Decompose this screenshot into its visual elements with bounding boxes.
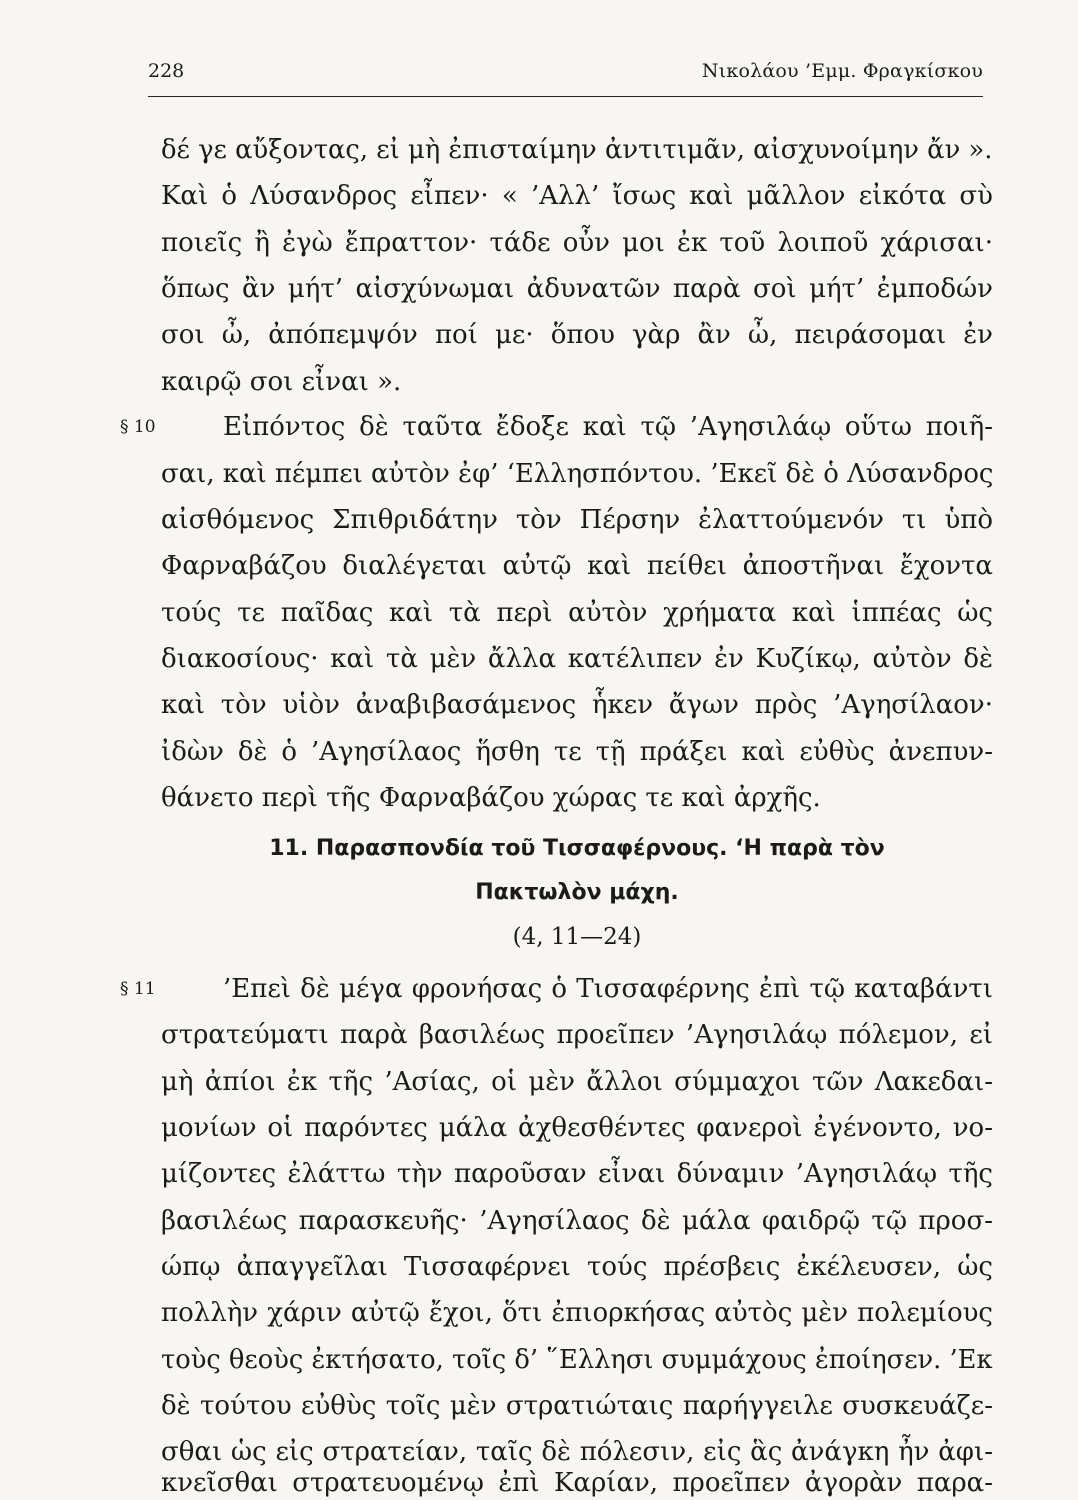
running-head: Νικολάου ’Εμμ. Φραγκίσκου [701, 60, 983, 82]
text-line: τοὺς θεοὺς ἐκτήσατο, τοῖς δ’ ῞Ελλησι συμμάχους ἐποίησεν. ’Εκ [161, 1345, 993, 1375]
text-line: σθαι ὡς εἰς στρατείαν, ταῖς δὲ πόλεσιν, εἰς ἃς ἀνάγκη ἦν ἀφι- [161, 1437, 993, 1467]
text-line: κνεῖσθαι στρατευομένῳ ἐπὶ Καρίαν, προεῖπεν ἀγορὰν παρα- [161, 1468, 993, 1498]
page-header [148, 56, 983, 97]
text-line: ποιεῖς ἢ ἐγὼ ἔπραττον· τάδε οὖν μοι ἐκ τοῦ λοιποῦ χάρισαι· [161, 228, 993, 258]
text-line: διακοσίους· καὶ τὰ μὲν ἄλλα κατέλιπεν ἐν Κυζίκῳ, αὐτὸν δὲ [161, 644, 993, 674]
text-line: βασιλέως παρασκευῆς· ’Αγησίλαος δὲ μάλα φαιδρῷ τῷ προσ- [161, 1206, 993, 1236]
text-line: ώπῳ ἀπαγγεῖλαι Τισσαφέρνει τούς πρέσβεις ἐκέλευσεν, ὡς [161, 1252, 993, 1282]
section-marker: § 11 [120, 979, 156, 999]
text-line: δέ γε αὔξοντας, εἰ μὴ ἐπισταίμην ἀντιτιμᾶν, αἰσχυνοίμην ἄν ». [161, 135, 993, 165]
text-line: πολλὴν χάριν αὐτῷ ἔχοι, ὅτι ἐπιορκήσας αὐτὸς μὲν πολεμίους [161, 1298, 993, 1328]
text-line: μὴ ἀπίοι ἐκ τῆς ’Ασίας, οἱ μὲν ἄλλοι σύμμαχοι τῶν Λακεδαι- [161, 1067, 993, 1097]
text-line: σοι ὦ, ἀπόπεμψόν ποί με· ὅπου γὰρ ἂν ὦ, πειράσομαι ἐν [161, 320, 993, 350]
text-line: στρατεύματι παρὰ βασιλέως προεῖπεν ’Αγησιλάῳ πόλεμον, εἰ [161, 1020, 993, 1050]
section-marker: § 10 [120, 417, 156, 437]
text-line: μονίων οἱ παρόντες μάλα ἀχθεσθέντες φανεροὶ ἐγένοντο, νο- [161, 1113, 993, 1143]
text-line: Καὶ ὁ Λύσανδρος εἶπεν· « ’Αλλ’ ἴσως καὶ μᾶλλον εἰκότα σὺ [161, 181, 993, 211]
source-reference: (4, 11—24) [512, 924, 642, 950]
text-line: Εἰπόντος δὲ ταῦτα ἔδοξε καὶ τῷ ’Αγησιλάῳ οὕτω ποιῆ- [223, 412, 993, 442]
text-line: ὅπως ἂν μήτ’ αἰσχύνωμαι ἀδυνατῶν παρὰ σοὶ μήτ’ ἐμποδών [161, 274, 993, 304]
text-line: ’Επεὶ δὲ μέγα φρονήσας ὁ Τισσαφέρνης ἐπὶ τῷ καταβάντι [223, 974, 993, 1004]
text-line: αἰσθόμενος Σπιθριδάτην τὸν Πέρσην ἐλαττούμενόν τι ὑπὸ [161, 505, 993, 535]
text-line: θάνετο περὶ τῆς Φαρναβάζου χώρας τε καὶ ἀρχῆς. [161, 783, 821, 813]
page-number: 228 [148, 60, 185, 82]
text-line: τούς τε παῖδας καὶ τὰ περὶ αὐτὸν χρήματα καὶ ἱππέας ὡς [161, 598, 993, 628]
section-heading-continued: Πακτωλὸν μάχη. [475, 880, 679, 905]
section-heading: 11. Παρασπονδία τοῦ Τισσαφέρνους. ‘Η παρὰ τὸν [269, 836, 885, 861]
text-line: Φαρναβάζου διαλέγεται αὐτῷ καὶ πείθει ἀποστῆναι ἔχοντα [161, 551, 993, 581]
text-line: καὶ τὸν υἱὸν ἀναβιβασάμενος ἧκεν ἄγων πρὸς ’Αγησίλαον· [161, 690, 993, 720]
text-line: καιρῷ σοι εἶναι ». [161, 367, 402, 397]
text-line: μίζοντες ἐλάττω τὴν παροῦσαν εἶναι δύναμιν ’Αγησιλάῳ τῆς [161, 1159, 993, 1189]
text-line: δὲ τούτου εὐθὺς τοῖς μὲν στρατιώταις παρήγγειλε συσκευάζε- [161, 1391, 993, 1421]
text-line: σαι, καὶ πέμπει αὐτὸν ἐφ’ ‘Ελλησπόντου. ’Εκεῖ δὲ ὁ Λύσανδρος [161, 459, 994, 489]
text-line: ἰδὼν δὲ ὁ ’Αγησίλαος ἥσθη τε τῇ πράξει καὶ εὐθὺς ἀνεπυν- [161, 737, 993, 767]
